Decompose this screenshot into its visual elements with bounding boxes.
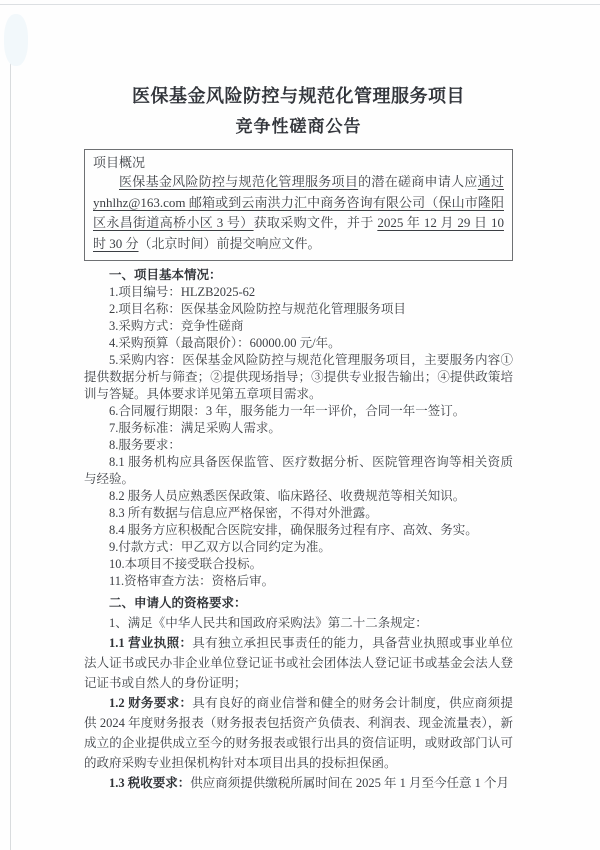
body-paragraph: 8.4 服务方应积极配合医院安排，确保服务过程有序、高效、务实。 [109,523,478,537]
body-paragraph: 8.3 所有数据与信息应严格保密，不得对外泄露。 [109,506,378,520]
paragraph-lead-label: 1.3 税收要求： [109,776,191,790]
document-title-line2: 竞争性磋商公告 [235,117,362,136]
body-paragraph: 9.付款方式：甲乙双方以合同约定为准。 [109,540,331,554]
body-paragraph: 10.本项目不接受联合投标。 [109,557,263,571]
project-overview-box [84,149,513,261]
overview-underlined-text: 医保基金风险防控与规范化管理服务项目 [119,174,359,189]
body-paragraph: 11.资格审查方法：资格后审。 [109,574,275,588]
scan-edge-top-line [0,4,600,5]
body-paragraph: 8.2 服务人员应熟悉医保政策、临床路径、收费规范等相关知识。 [109,489,466,503]
body-paragraph: 1.1 营业执照：具有独立承担民事责任的能力，具备营业执照或事业单位法人证书或民办非企业单位登记证书或社会团体法人登记证书或基金会法人登记证书或自然人的身份证明； [84,636,513,690]
overview-underlined-text: 2025 年 12 月 29 日 10 时 30 分 [93,215,504,251]
scan-edge-left-line [10,24,11,850]
paragraph-lead-label: 1.2 财务要求： [109,696,193,710]
body-paragraph: 1、满足《中华人民共和国政府采购法》第二十二条规定： [109,616,428,630]
overview-paragraph [93,172,504,254]
body-paragraph: 1.项目编号：HLZB2025-62 [109,285,256,299]
body-paragraph: 3.采购方式：竞争性磋商 [109,319,244,333]
body-paragraph: 8.1 服务机构应具备医保监管、医疗数据分析、医院管理咨询等相关资质与经验。 [84,455,513,486]
section-heading: 二、申请人的资格要求： [109,596,247,610]
document-title-line1: 医保基金风险防控与规范化管理服务项目 [132,86,465,106]
body-paragraph: 8.服务要求： [109,438,181,452]
section-heading: 一、项目基本情况： [109,268,222,282]
scan-smudge [4,14,28,66]
paragraph-lead-label: 1.1 营业执照： [109,636,193,650]
overview-underlined-text: 通过 ynhlhz@163.com 邮箱或到云南洪力汇中商务咨询有限公司（保山市隆阳区永昌街道高桥小区 3 号） [93,174,504,230]
body-paragraph: 5.采购内容：医保基金风险防控与规范化管理服务项目，主要服务内容①提供数据分析与筛查；②提供现场指导；③提供专业报告输出；④提供政策培训与答疑。具体要求详见第五章项目需求。 [84,353,513,401]
overview-plain-text: 的潜在磋商申请人应 [358,174,478,189]
body-paragraph: 7.服务标准：满足采购人需求。 [109,421,281,435]
body-paragraph: 4.采购预算（最高限价）：60000.00 元/年。 [109,336,341,350]
body-paragraph: 1.2 财务要求：具有良好的商业信誉和健全的财务会计制度，供应商须提供 2024 年度财务报表（财务报表包括资产负债表、利润表、现金流量表），新成立的企业提供成立至今的财务报表或银行出具的资信证明，或财政部门认可的政府采购专业担保机构针对本项目出具的投标担保函。 [84,696,513,770]
body-paragraph: 1.3 税收要求：供应商须提供缴税所属时间在 2025 年 1 月至今任意 1 个月 [109,776,510,790]
overview-plain-text: 获取采购文件，并于 [253,215,378,230]
overview-heading: 项目概况 [93,155,146,170]
document-content [84,85,513,793]
overview-plain-text: （北京时间）前提交响应文件。 [138,235,321,251]
document-body [84,267,513,793]
body-paragraph: 2.项目名称：医保基金风险防控与规范化管理服务项目 [109,302,406,316]
body-paragraph: 6.合同履行期限：3 年，服务能力一年一评价，合同一年一签订。 [109,404,466,418]
